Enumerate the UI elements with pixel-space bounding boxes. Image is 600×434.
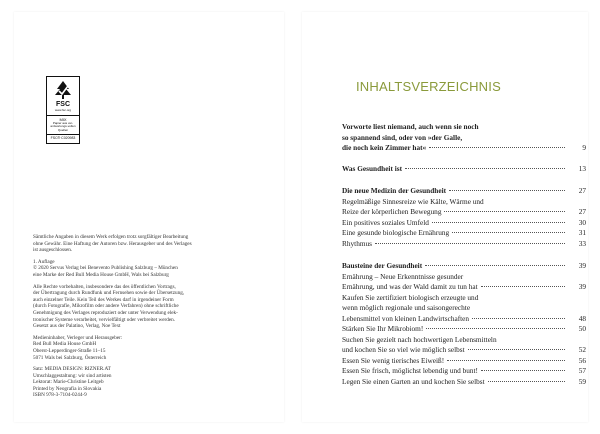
imprint-line: 5071 Wals bei Salzburg, Österreich [33, 354, 107, 361]
toc-entry[interactable] [342, 356, 586, 367]
dot-leader [481, 286, 565, 287]
dot-leader [447, 360, 565, 361]
toc-entry[interactable] [342, 228, 586, 239]
imprint-line: Genehmigung des Verlages reproduziert oder unter Verwendung elek- [33, 309, 178, 316]
fsc-brand: FSC [56, 101, 70, 108]
imprint-line: auch einzelner Teile. Kein Teil des Werkes darf in irgendeiner Form [33, 296, 174, 303]
toc-entry-last-line [342, 218, 586, 229]
dot-leader [432, 222, 565, 223]
toc-page-number: 13 [578, 163, 586, 173]
toc-entry[interactable] [342, 335, 586, 356]
toc-page-number: 27 [578, 207, 586, 216]
imprint-line: ISBN 978-3-7104-0244-9 [33, 392, 87, 399]
toc-entry-line: Essen Sie frisch, möglichst lebendig und bunt! [342, 366, 478, 375]
toc-entry-last-line [342, 377, 586, 388]
imprint-block [33, 234, 273, 404]
toc-page-number: 57 [578, 366, 586, 375]
imprint-line: Oberst-Lepperdinger-Straße 11–15 [33, 347, 106, 354]
toc-title: INHALTSVERZEICHNIS [356, 79, 501, 94]
imprint-line: tronischer Systeme verarbeitet, vervielfältigt oder verbreitet werden. [33, 316, 176, 323]
toc-entry-line: Was Gesundheit ist [342, 163, 403, 173]
dot-leader [452, 232, 565, 233]
toc-entry-line: Reize der körperlichen Bewegung [342, 207, 442, 216]
toc-entry-last-line [342, 324, 586, 335]
toc-page-number: 39 [578, 261, 586, 270]
dot-leader [444, 211, 565, 212]
dot-leader [426, 328, 565, 329]
fsc-logo [46, 76, 80, 144]
tree-checkmark-icon [52, 80, 74, 100]
toc-page-number: 52 [578, 345, 586, 354]
toc-page-number: 50 [578, 324, 586, 333]
imprint-line: Alle Rechte vorbehalten, insbesondere das des öffentlichen Vortrags, [33, 283, 176, 290]
dot-leader [429, 147, 565, 148]
fsc-code: FSC® C020983 [47, 134, 79, 140]
toc-entry[interactable] [342, 377, 586, 388]
toc-entry-last-line [342, 314, 586, 325]
left-page [14, 12, 284, 422]
imprint-line: Umschlaggestaltung: wir sind artisten [33, 372, 112, 379]
imprint-line: eine Marke der Red Bull Media House GmbH, Wals bei Salzburg [33, 271, 169, 278]
toc-entry-last-line [342, 207, 586, 218]
toc-entry-line: Bausteine der Gesundheit [342, 261, 423, 270]
imprint-line: Red Bull Media House GmbH [33, 341, 97, 348]
toc-entry-line: Ernährung, und was der Wald damit zu tun hat [342, 282, 478, 291]
toc-entry-line: Rhythmus [342, 238, 373, 248]
toc-entry-line: Essen Sie wenig tierisches Eiweiß! [342, 355, 445, 365]
toc-entry-line: Die neue Medizin der Gesundheit [342, 186, 447, 195]
toc-page-number: 27 [578, 186, 586, 195]
toc-entry-line: Legen Sie einen Garten an und kochen Sie selbst [342, 376, 485, 386]
toc-page-number: 48 [578, 313, 586, 323]
toc-page-number: 9 [582, 143, 586, 152]
imprint-line: 1. Auflage [33, 258, 55, 265]
imprint-line: © 2020 Servus Verlag bei Benevento Publishing Salzburg – München [33, 265, 178, 272]
imprint-line: Gesetzt aus der Palatino, Verlag, Noe Text [33, 323, 121, 330]
toc-entry-line: Regelmäßige Sinnesreize wie Kälte, Wärme und [342, 196, 484, 206]
imprint-paragraph [33, 234, 273, 254]
toc-entry[interactable] [342, 272, 586, 293]
dot-leader [425, 265, 565, 266]
toc-entry-last-line [342, 366, 586, 377]
dot-leader [375, 243, 565, 244]
toc-entry-line: Vorworte liest niemand, auch wenn sie noch [342, 122, 479, 131]
imprint-line: ohne Gewähr. Eine Haftung der Autoren bzw. Herausgeber und des Verlages [33, 240, 192, 247]
toc-entry[interactable] [342, 239, 586, 250]
imprint-line: Lektorat: Marie-Christine Leitgeb [33, 379, 104, 386]
imprint-line: Satz: MEDIA DESIGN: RIZNER.AT [33, 366, 111, 373]
toc-page-number: 59 [578, 376, 586, 386]
toc-entry-line: Eine gesunde biologische Ernährung [342, 228, 450, 237]
toc-section-heading[interactable] [342, 164, 586, 175]
fsc-site: www.fsc.org [54, 108, 72, 112]
toc-entry-last-line [342, 261, 586, 272]
toc-entry-line: die noch kein Zimmer hat« [342, 143, 427, 152]
toc-page-number: 56 [578, 355, 586, 365]
imprint-line: der Übertragung durch Rundfunk und Fernsehen sowie der Übersetzung, [33, 290, 185, 297]
toc-entry-last-line [342, 239, 586, 250]
imprint-line: Printed by Neografia in Slovakia [33, 385, 102, 392]
toc-entry-last-line [342, 186, 586, 197]
toc-entry-last-line [342, 345, 586, 356]
toc-entry-last-line [342, 228, 586, 239]
toc-entry[interactable] [342, 324, 586, 335]
toc-entry[interactable] [342, 293, 586, 325]
toc-section-heading[interactable] [342, 261, 586, 272]
toc-entry-last-line [342, 282, 586, 293]
fsc-mix-label: MIX Papier aus ver-antwortungs-vollen Quellen [47, 115, 79, 132]
right-page [302, 12, 588, 422]
toc-entry-line: Kaufen Sie zertifiziert biologisch erzeugte und [342, 292, 479, 302]
imprint-line: (durch Fotografie, Mikrofilm oder andere Verfahren) ohne schriftliche [33, 303, 179, 310]
toc-entry[interactable] [342, 218, 586, 229]
toc-entry-last-line [342, 143, 586, 154]
table-of-contents [342, 122, 586, 387]
toc-page-number: 31 [578, 228, 586, 237]
toc-page-number: 33 [578, 238, 586, 248]
toc-page-number: 39 [578, 282, 586, 291]
imprint-paragraph [33, 366, 273, 399]
toc-entry-line: Stärken Sie Ihr Mikrobiom! [342, 324, 424, 333]
fsc-mix-desc: Papier aus ver-antwortungs-vollen Quellen [50, 121, 76, 132]
dot-leader [481, 370, 565, 371]
imprint-paragraph [33, 259, 273, 279]
dot-leader [405, 168, 565, 169]
imprint-line: ist ausgeschlossen. [33, 247, 73, 254]
toc-section-heading[interactable] [342, 186, 586, 197]
toc-page-number: 30 [578, 217, 586, 227]
toc-entry-line: und kochen Sie so viel wie möglich selbst [342, 345, 465, 354]
toc-entry-line: Ein positives soziales Umfeld [342, 217, 429, 227]
toc-entry-last-line [342, 164, 586, 175]
toc-entry-line: wenn möglich regionale und saisongerechte [342, 303, 471, 312]
imprint-line: Medieninhaber, Verleger und Herausgeber: [33, 334, 123, 341]
toc-entry-last-line [342, 356, 586, 367]
imprint-paragraph [33, 284, 273, 330]
toc-entry-line: Ernährung – Neue Erkenntnisse gesunder [342, 271, 464, 281]
dot-leader [449, 190, 565, 191]
dot-leader [468, 349, 565, 350]
toc-entry[interactable] [342, 197, 586, 218]
toc-entry[interactable] [342, 366, 586, 377]
toc-section-heading[interactable] [342, 122, 586, 154]
dot-leader [488, 381, 565, 382]
imprint-line: Sämtliche Angaben in diesem Werk erfolgen trotz sorgfältiger Bearbeitung [33, 234, 189, 240]
imprint-paragraph [33, 335, 273, 361]
toc-entry-line: so spannend sind, oder von »der Galle, [342, 132, 463, 142]
toc-entry-line: Lebensmittel von kleinen Landwirtschaften [342, 313, 470, 323]
dot-leader [472, 318, 565, 319]
toc-entry-line: Suchen Sie gezielt nach hochwertigen Lebensmitteln [342, 334, 497, 344]
